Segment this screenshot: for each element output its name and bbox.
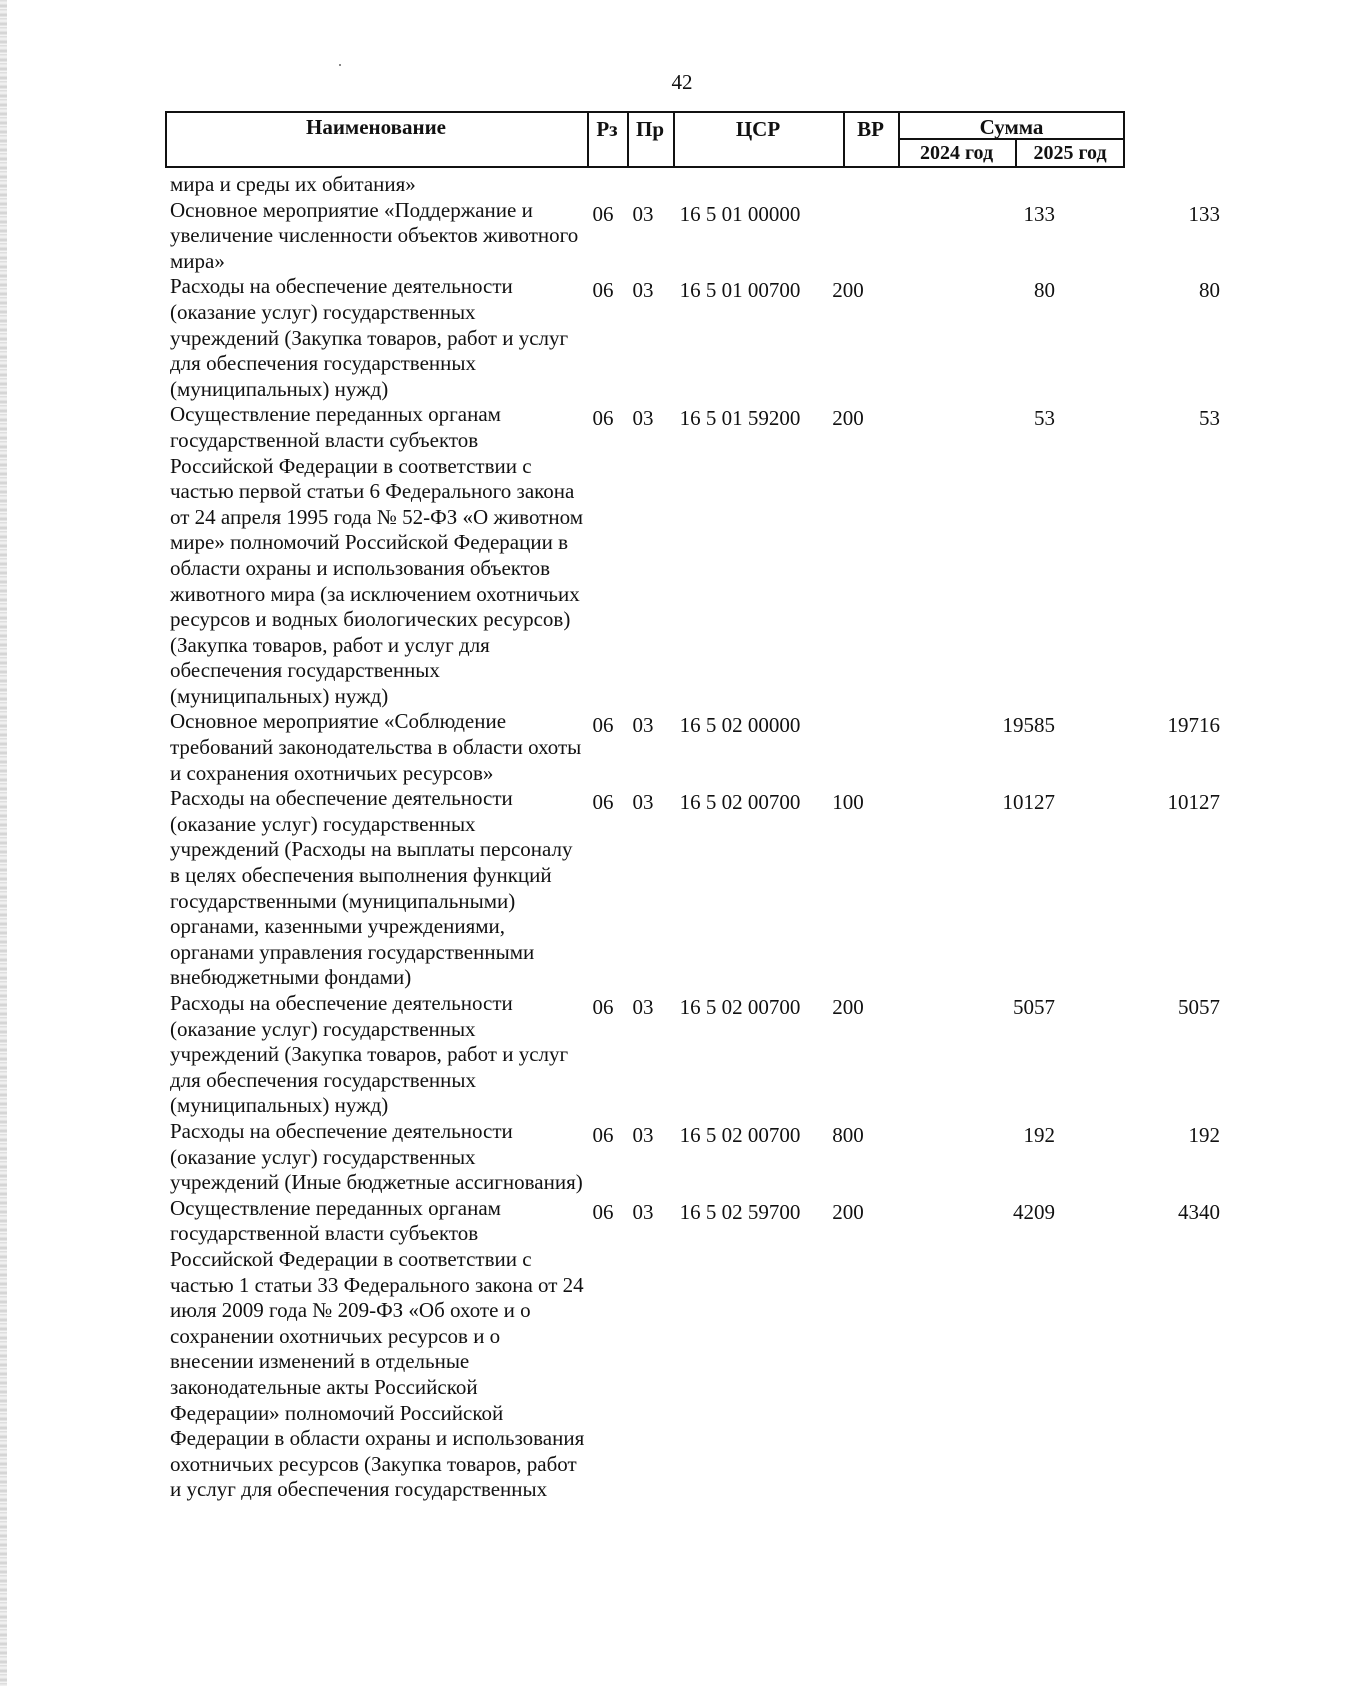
row-sum-2025: 80 — [1199, 278, 1220, 303]
page-number: 42 — [671, 70, 693, 94]
row-csr: 16 5 02 00700 — [679, 790, 801, 815]
header-name: Наименование — [306, 115, 446, 139]
table-row — [170, 172, 1130, 198]
row-sum-2024: 10127 — [1002, 790, 1055, 815]
header-sum: Сумма — [979, 115, 1044, 139]
row-rz: 06 — [592, 406, 614, 431]
table-row — [170, 709, 1220, 786]
row-sum-2024: 192 — [1023, 1122, 1055, 1147]
row-vr: 800 — [832, 1122, 864, 1147]
row-sum-2025: 192 — [1188, 1122, 1220, 1147]
row-rz: 06 — [592, 790, 614, 815]
row-sum-2024: 53 — [1034, 406, 1055, 431]
header-year-2025: 2025 год — [1033, 142, 1107, 164]
row-rz: 06 — [592, 995, 614, 1019]
row-name: Расходы на обеспечение деятельности (оказание услуг) государственных учреждений (Закупка товаров, работ и услуг для обеспечения государственных (муниципальных) нужд) — [170, 991, 569, 1118]
row-pr: 03 — [632, 406, 654, 431]
header-bottom-rule — [165, 166, 1125, 168]
row-vr: 200 — [832, 278, 864, 303]
row-name: Осуществление переданных органам государственной власти субъектов Российской Федерации в соответствии с частью 1 статьи 33 Федерального закона от 24 июля 2009 года № 209-ФЗ «Об охоте и о сохранении охотничьих ресурсов и о внесении изменений в отдельные законодательные акты Российской Федерации» полномочий Российской Федерации в области охраны и использования охотничьих ресурсов (Закупка товаров, работ и услуг для обеспечения государственных — [170, 1195, 585, 1502]
row-name: Основное мероприятие «Поддержание и увеличение численности объектов животного мира» — [170, 197, 579, 273]
row-rz: 06 — [592, 713, 614, 738]
table-header — [165, 111, 1125, 168]
row-pr: 03 — [632, 790, 654, 815]
header-top-rule — [165, 111, 1125, 113]
row-sum-2025: 5057 — [1178, 995, 1220, 1019]
row-rz: 06 — [592, 1199, 614, 1224]
header-csr: ЦСР — [735, 117, 781, 141]
row-pr: 03 — [632, 713, 654, 738]
table-row — [170, 991, 1220, 1119]
scan-edge — [0, 0, 7, 1686]
row-name: мира и среды их обитания» — [170, 172, 416, 196]
row-csr: 16 5 01 00700 — [679, 278, 801, 303]
row-csr: 16 5 02 00000 — [679, 713, 801, 738]
row-vr: 100 — [832, 790, 864, 815]
row-name: Расходы на обеспечение деятельности (оказание услуг) государственных учреждений (Иные бюджетные ассигнования) — [170, 1118, 583, 1195]
row-sum-2025: 4340 — [1178, 1199, 1220, 1224]
row-vr: 200 — [832, 995, 864, 1019]
row-name: Расходы на обеспечение деятельности (оказание услуг) государственных учреждений (Закупка товаров, работ и услуг для обеспечения государственных (муниципальных) нужд) — [170, 274, 569, 401]
row-name: Основное мероприятие «Соблюдение требований законодательства в области охоты и сохранения охотничьих ресурсов» — [170, 709, 582, 785]
row-sum-2024: 19585 — [1002, 713, 1055, 738]
table-row — [170, 402, 1220, 709]
header-pr: Пр — [635, 117, 664, 141]
header-year-2024: 2024 год — [919, 142, 994, 164]
row-sum-2025: 133 — [1188, 201, 1220, 226]
row-rz: 06 — [592, 201, 614, 226]
row-vr: 200 — [832, 406, 864, 431]
row-csr: 16 5 01 59200 — [679, 406, 801, 431]
row-csr: 16 5 02 59700 — [679, 1199, 801, 1224]
row-sum-2024: 5057 — [1013, 995, 1055, 1019]
row-rz: 06 — [592, 1122, 614, 1147]
row-csr: 16 5 02 00700 — [679, 995, 801, 1019]
row-name: Расходы на обеспечение деятельности (оказание услуг) государственных учреждений (Расходы на выплаты персоналу в целях обеспечения выполнения функций государственными (муниципальными) органами, казенными учреждениями, органами управления государственными внебюджетными фондами) — [170, 786, 573, 990]
row-sum-2025: 19716 — [1167, 713, 1220, 738]
row-rz: 06 — [592, 278, 614, 303]
row-csr: 16 5 01 00000 — [679, 201, 801, 226]
table-row — [170, 1118, 1220, 1196]
header-rz: Рз — [596, 117, 618, 141]
row-pr: 03 — [632, 995, 654, 1019]
row-sum-2025: 10127 — [1167, 790, 1220, 815]
row-sum-2024: 133 — [1023, 201, 1055, 226]
table-row — [170, 786, 1220, 991]
budget-table-body — [170, 172, 1220, 1503]
table-row — [170, 1195, 1220, 1503]
row-sum-2024: 80 — [1034, 278, 1055, 303]
row-pr: 03 — [632, 1122, 654, 1147]
row-pr: 03 — [632, 1199, 654, 1224]
row-csr: 16 5 02 00700 — [679, 1122, 801, 1147]
row-pr: 03 — [632, 278, 654, 303]
scan-speck — [339, 64, 341, 66]
table-row — [170, 197, 1220, 275]
row-vr: 200 — [832, 1199, 864, 1224]
table-row — [170, 274, 1220, 402]
row-pr: 03 — [632, 201, 654, 226]
row-sum-2025: 53 — [1199, 406, 1220, 431]
row-name: Осуществление переданных органам государственной власти субъектов Российской Федерации в соответствии с частью первой статьи 6 Федерального закона от 24 апреля 1995 года № 52-ФЗ «О животном мире» полномочий Российской Федерации в области охраны и использования объектов животного мира (за исключением охотничьих ресурсов и водных биологических ресурсов) (Закупка товаров, работ и услуг для обеспечения государственных (муниципальных) нужд) — [170, 402, 583, 708]
row-sum-2024: 4209 — [1013, 1199, 1055, 1224]
header-vr: ВР — [857, 117, 884, 141]
